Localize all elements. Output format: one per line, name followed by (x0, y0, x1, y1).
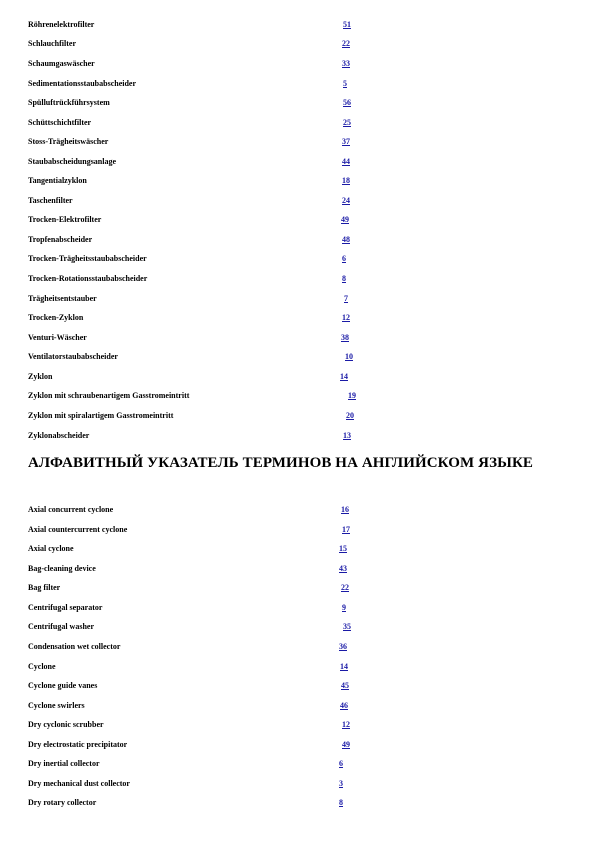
index-term: Taschenfilter (28, 196, 73, 205)
index-entry (28, 332, 349, 344)
index-entry (28, 195, 350, 207)
index-entry (28, 524, 350, 536)
page-number-link[interactable]: 49 (341, 215, 349, 224)
page-number-link[interactable]: 49 (342, 740, 350, 749)
page-number-link[interactable]: 5 (343, 79, 347, 88)
index-term: Stoss-Trägheitswäscher (28, 137, 109, 146)
page-number-link[interactable]: 22 (342, 39, 350, 48)
index-entry (28, 797, 343, 809)
index-term: Zyklon mit spiralartigem Gasstromeintritt (28, 411, 174, 420)
index-entry (28, 390, 356, 402)
index-entry (28, 410, 354, 422)
index-entry (28, 117, 351, 129)
index-entry (28, 739, 350, 751)
page-number-link[interactable]: 51 (343, 20, 351, 29)
page-number-link[interactable]: 25 (343, 118, 351, 127)
index-term: Dry rotary collector (28, 798, 97, 807)
index-entry (28, 430, 351, 442)
page-number-link[interactable]: 9 (342, 603, 346, 612)
index-term: Dry electrostatic precipitator (28, 740, 128, 749)
index-entry (28, 504, 349, 516)
index-term: Trocken-Zyklon (28, 313, 84, 322)
index-term: Röhrenelektrofilter (28, 20, 95, 29)
page-number-link[interactable]: 12 (342, 720, 350, 729)
index-entry (28, 582, 349, 594)
index-entry (28, 253, 346, 265)
page-number-link[interactable]: 36 (339, 642, 347, 651)
index-term: Cyclone guide vanes (28, 681, 98, 690)
index-entry (28, 758, 343, 770)
index-term: Axial concurrent cyclone (28, 505, 114, 514)
page-number-link[interactable]: 46 (340, 701, 348, 710)
index-entry (28, 312, 350, 324)
page-number-link[interactable]: 14 (340, 372, 348, 381)
index-entry (28, 661, 348, 673)
index-term: Dry cyclonic scrubber (28, 720, 104, 729)
page-number-link[interactable]: 33 (342, 59, 350, 68)
index-entry (28, 543, 347, 555)
page-number-link[interactable]: 15 (339, 544, 347, 553)
index-entry (28, 351, 353, 363)
page-number-link[interactable]: 16 (341, 505, 349, 514)
page-number-link[interactable]: 19 (348, 391, 356, 400)
index-entry (28, 778, 343, 790)
index-entry (28, 563, 347, 575)
page-number-link[interactable]: 14 (340, 662, 348, 671)
index-term: Tangentialzyklon (28, 176, 87, 185)
page-number-link[interactable]: 45 (341, 681, 349, 690)
page-number-link[interactable]: 38 (341, 333, 349, 342)
index-term: Cyclone (28, 662, 56, 671)
index-term: Axial countercurrent cyclone (28, 525, 128, 534)
page-number-link[interactable]: 56 (343, 98, 351, 107)
page-number-link[interactable]: 24 (342, 196, 350, 205)
page-number-link[interactable]: 37 (342, 137, 350, 146)
page-number-link[interactable]: 48 (342, 235, 350, 244)
page-number-link[interactable]: 18 (342, 176, 350, 185)
index-entry (28, 621, 351, 633)
page-number-link[interactable]: 35 (343, 622, 351, 631)
index-term: Trocken-Rotationsstaubabscheider (28, 274, 148, 283)
index-term: Staubabscheidungsanlage (28, 157, 117, 166)
index-term: Trägheitsentstauber (28, 294, 97, 303)
index-term: Venturi-Wäscher (28, 333, 87, 342)
page-number-link[interactable]: 10 (345, 352, 353, 361)
index-term: Trocken-Trägheitsstaubabscheider (28, 254, 147, 263)
index-entry (28, 58, 350, 70)
page-number-link[interactable]: 17 (342, 525, 350, 534)
page-number-link[interactable]: 44 (342, 157, 350, 166)
index-term: Dry mechanical dust collector (28, 779, 130, 788)
index-term: Ventilatorstaubabscheider (28, 352, 118, 361)
index-entry (28, 700, 348, 712)
index-term: Centrifugal separator (28, 603, 103, 612)
page-number-link[interactable]: 13 (343, 431, 351, 440)
index-entry (28, 719, 350, 731)
index-term: Cyclone swirlers (28, 701, 85, 710)
page-number-link[interactable]: 12 (342, 313, 350, 322)
index-term: Schlauchfilter (28, 39, 76, 48)
page-number-link[interactable]: 6 (339, 759, 343, 768)
index-entry (28, 78, 347, 90)
index-entry (28, 680, 349, 692)
index-term: Condensation wet collector (28, 642, 121, 651)
page-number-link[interactable]: 8 (342, 274, 346, 283)
index-entry (28, 214, 349, 226)
index-term: Spülluftrückführsystem (28, 98, 110, 107)
index-term: Bag-cleaning device (28, 564, 96, 573)
index-term: Bag filter (28, 583, 61, 592)
page-number-link[interactable]: 20 (346, 411, 354, 420)
index-term: Axial cyclone (28, 544, 74, 553)
page-number-link[interactable]: 43 (339, 564, 347, 573)
index-entry (28, 234, 350, 246)
page-number-link[interactable]: 22 (341, 583, 349, 592)
index-entry (28, 156, 350, 168)
section-heading: АЛФАВИТНЫЙ УКАЗАТЕЛЬ ТЕРМИНОВ НА АНГЛИЙСКОМ ЯЗЫКЕ (28, 455, 534, 471)
index-entry (28, 293, 348, 305)
index-term: Tropfenabscheider (28, 235, 93, 244)
index-term: Zyklon (28, 372, 53, 381)
index-entry (28, 38, 350, 50)
page-number-link[interactable]: 7 (344, 294, 348, 303)
page-number-link[interactable]: 8 (339, 798, 343, 807)
index-term: Zyklon mit schraubenartigem Gasstromeintritt (28, 391, 190, 400)
index-term: Schüttschichtfilter (28, 118, 92, 127)
index-entry (28, 175, 350, 187)
index-term: Dry inertial collector (28, 759, 100, 768)
index-entry (28, 273, 346, 285)
index-entry (28, 19, 351, 31)
index-term: Trocken-Elektrofilter (28, 215, 102, 224)
page-number-link[interactable]: 3 (339, 779, 343, 788)
index-entry (28, 371, 348, 383)
index-entry (28, 641, 347, 653)
index-term: Centrifugal washer (28, 622, 94, 631)
index-entry (28, 136, 350, 148)
index-term: Schaumgaswäscher (28, 59, 95, 68)
index-entry (28, 97, 351, 109)
page-number-link[interactable]: 6 (342, 254, 346, 263)
index-term: Sedimentationsstaubabscheider (28, 79, 137, 88)
index-term: Zyklonabscheider (28, 431, 90, 440)
index-entry (28, 602, 346, 614)
